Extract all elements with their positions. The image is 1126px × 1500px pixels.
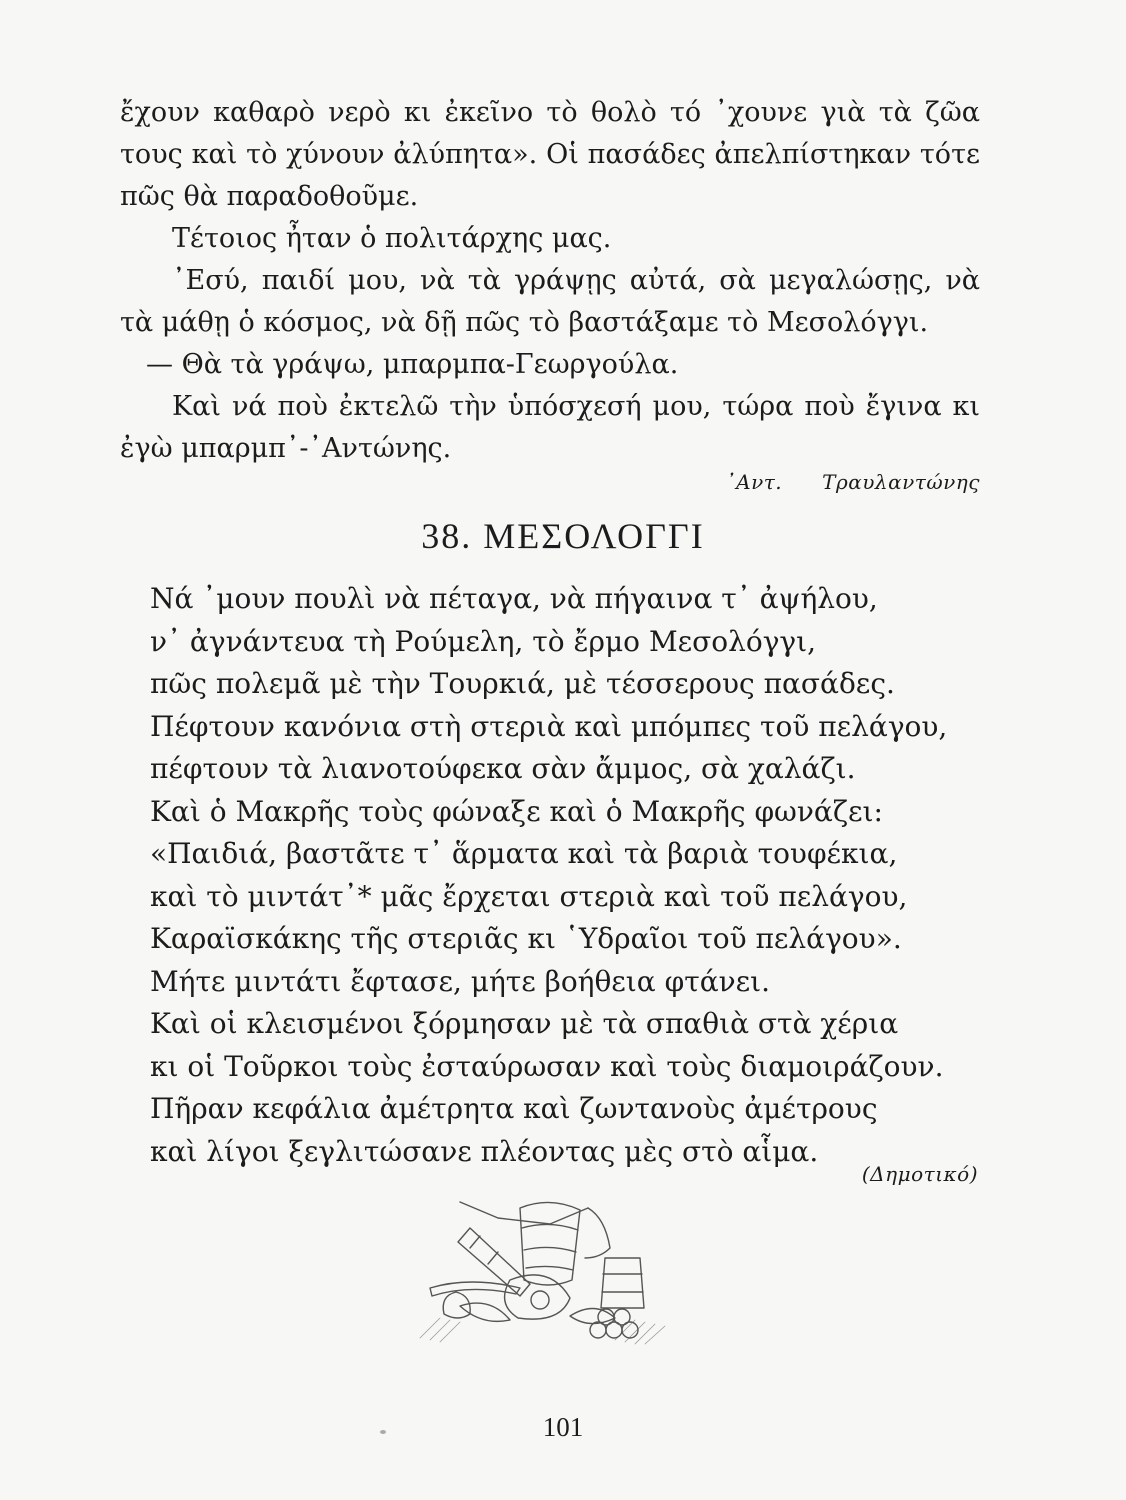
poem-line: πέφτουν τὰ λιανοτούφεκα σὰν ἄμμος, σὰ χαλάζι. bbox=[150, 752, 856, 785]
prose-paragraph: — Θὰ τὰ γράψω, μπαρμπα-Γεωργούλα. bbox=[146, 349, 679, 380]
war-trophy-vignette-icon bbox=[400, 1188, 700, 1358]
page-number: 101 bbox=[542, 1412, 584, 1442]
prose-paragraph: ᾿Εσύ, παιδί μου, νὰ τὰ γράψῃς αὐτά, σὰ μεγαλώσῃς, νὰ τὰ μάθῃ ὁ κόσμος, νὰ δῇ πῶς τὸ βαστάξαμε τὸ Μεσολόγγι. bbox=[120, 265, 980, 338]
poem-line: Καὶ ὁ Μακρῆς τοὺς φώναξε καὶ ὁ Μακρῆς φωνάζει: bbox=[150, 794, 883, 828]
prose-paragraph: Καὶ νά ποὺ ἐκτελῶ τὴν ὑπόσχεσή μου, τώρα ποὺ ἔγινα κι ἐγὼ μπαρμπ᾿-᾿Αντώνης. bbox=[120, 391, 980, 464]
prose-attribution bbox=[120, 470, 980, 494]
poem-line: Καὶ οἱ κλεισμένοι ξόρμησαν μὲ τὰ σπαθιὰ στὰ χέρια bbox=[150, 1007, 899, 1040]
prose-paragraph: Τέτοιος ἦταν ὁ πολιτάρχης μας. bbox=[172, 223, 612, 254]
poem-body bbox=[150, 578, 980, 1173]
poem-line: καὶ λίγοι ξεγλιτώσανε πλέοντας μὲς στὸ αἷμα. bbox=[150, 1134, 819, 1168]
attribution-prefix: ᾿Αντ. bbox=[725, 470, 783, 494]
poem-source: (Δημοτικό) bbox=[861, 1162, 978, 1186]
prose-paragraph: ἔχουν καθαρὸ νερὸ κι ἐκεῖνο τὸ θολὸ τό ᾿χουνε γιὰ τὰ ζῶα τους καὶ τὸ χύνουν ἀλύπητα». Οἱ πασάδες ἀπελπίστηκαν τότε πῶς θὰ παραδοθοῦμε. bbox=[120, 97, 980, 212]
poem-line: Καραϊσκάκης τῆς στεριᾶς κι ῾Υδραῖοι τοῦ πελάγου». bbox=[150, 922, 902, 955]
poem-title: 38. ΜΕΣΟΛΟΓΓΙ bbox=[421, 516, 705, 556]
poem-line: ν᾿ ἀγνάντευα τὴ Ρούμελη, τὸ ἔρμο Μεσολόγγι, bbox=[150, 624, 817, 658]
attribution-author: Τραυλαντώνης bbox=[822, 470, 980, 494]
poem-line: Πέφτουν κανόνια στὴ στεριὰ καὶ μπόμπες τοῦ πελάγου, bbox=[150, 709, 948, 743]
poem-line: καὶ τὸ μιντάτ᾿* μᾶς ἔρχεται στεριὰ καὶ τοῦ πελάγου, bbox=[150, 879, 908, 913]
poem-line: Πῆραν κεφάλια ἀμέτρητα καὶ ζωντανοὺς ἀμέτρους bbox=[150, 1092, 878, 1125]
prose-block bbox=[120, 92, 980, 470]
paper-speck bbox=[380, 1430, 386, 1434]
poem-line: Νά ᾿μουν πουλὶ νὰ πέταγα, νὰ πήγαινα τ᾿ ἀψήλου, bbox=[150, 582, 878, 615]
poem-line: Μήτε μιντάτι ἔφτασε, μήτε βοήθεια φτάνει. bbox=[150, 964, 771, 998]
poem-line: πῶς πολεμᾶ μὲ τὴν Τουρκιά, μὲ τέσσερους πασάδες. bbox=[150, 667, 895, 700]
poem-line: κι οἱ Τοῦρκοι τοὺς ἐσταύρωσαν καὶ τοὺς διαμοιράζουν. bbox=[150, 1049, 944, 1083]
poem-line: «Παιδιά, βαστᾶτε τ᾿ ἅρματα καὶ τὰ βαριὰ τουφέκια, bbox=[150, 837, 898, 870]
